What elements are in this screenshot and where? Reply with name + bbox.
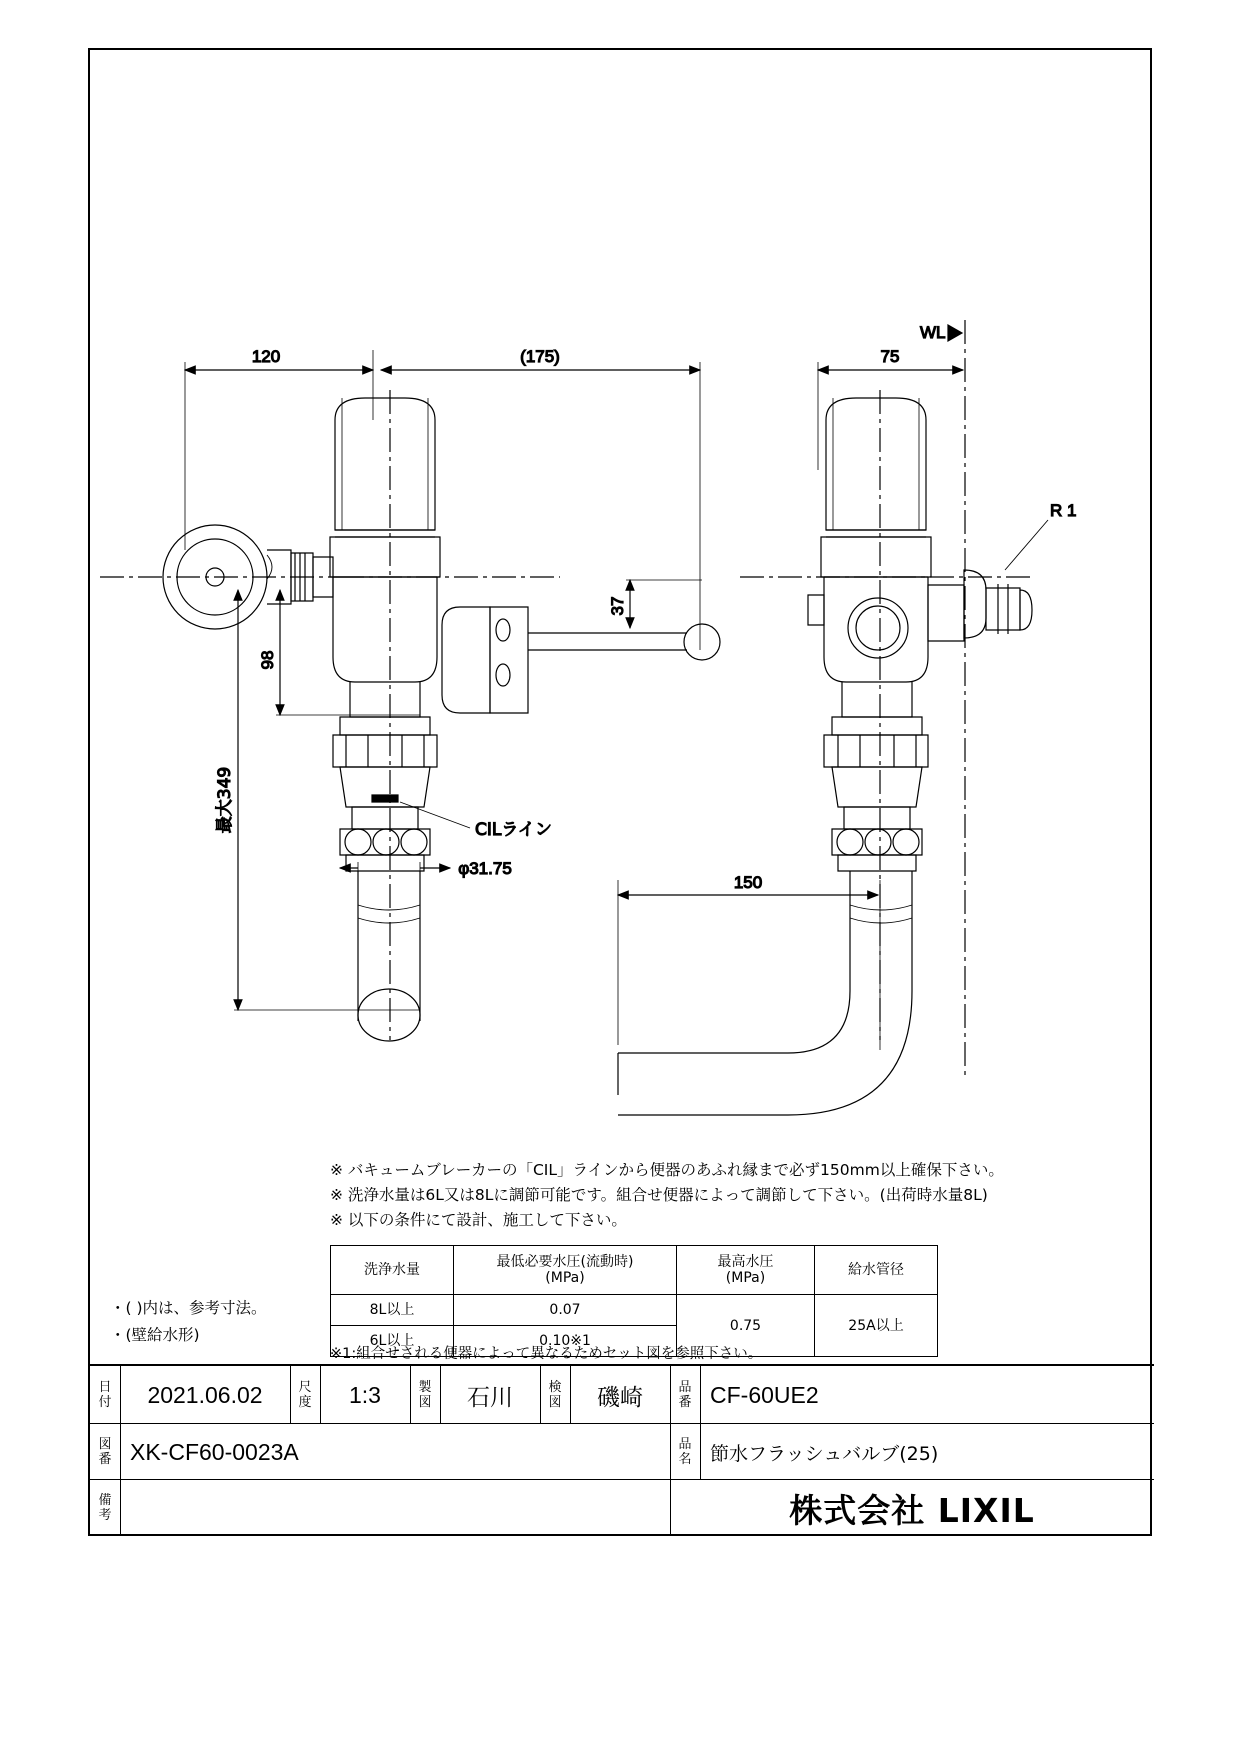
cell-pipe-dia: 25A以上 [815, 1295, 938, 1357]
note-line-3: ※ 以下の条件にて設計、施工して下さい。 [330, 1211, 627, 1229]
checked-label: 検 図 [548, 1380, 562, 1410]
dim-150: 150 [733, 873, 763, 892]
dim-37: 37 [608, 596, 627, 616]
drawing-sheet [88, 48, 1152, 1536]
dim-r1: R 1 [1050, 501, 1077, 520]
drawingno-label: 図 番 [98, 1437, 112, 1467]
header-flow: 洗浄水量 [331, 1246, 454, 1295]
table-row [331, 1295, 938, 1326]
scale-label: 尺 度 [298, 1380, 312, 1410]
checked-value: 磯崎 [597, 1383, 643, 1410]
wl-label: WL [920, 323, 946, 342]
date-label: 日 付 [98, 1380, 112, 1410]
left-note-1: ・( )内は、参考寸法。 [110, 1299, 267, 1317]
dim-98: 98 [258, 650, 277, 670]
partno-value: CF-60UE2 [710, 1381, 819, 1408]
partno-label: 品 番 [678, 1380, 692, 1410]
scale-value: 1:3 [349, 1381, 381, 1408]
partname-label: 品 名 [678, 1437, 692, 1467]
header-pipe-dia: 給水管径 [815, 1246, 938, 1295]
cell-flow-6l: 6L以上 [331, 1326, 454, 1357]
header-min-pressure [454, 1246, 677, 1295]
cell-minpressure-6l: 0.10※1 [454, 1326, 677, 1357]
cell-flow-8l: 8L以上 [331, 1295, 454, 1326]
table-footnote: ※1:組合せされる便器によって異なるためセット図を参照下さい。 [330, 1346, 763, 1362]
notes-block [330, 1158, 1004, 1233]
note-line-1: ※ バキュームブレーカーの「CIL」ラインから便器のあふれ縁まで必ず150mm以上確保下さい。 [330, 1161, 1004, 1179]
header-min-pressure-line1: 最低必要水圧(流動時) [496, 1254, 634, 1270]
remarks-label: 備 考 [98, 1493, 112, 1523]
dim-120: 120 [251, 347, 281, 366]
date-value: 2021.06.02 [147, 1381, 263, 1408]
header-max-pressure-line2: (MPa) [725, 1270, 766, 1286]
dim-175: (175) [520, 347, 560, 366]
drawn-value: 石川 [467, 1383, 513, 1410]
cell-maxpressure: 0.75 [677, 1295, 815, 1357]
partname-value: 節水フラッシュバルブ(25) [710, 1442, 939, 1465]
header-max-pressure-line1: 最高水圧 [717, 1254, 774, 1270]
spec-table-header-row [331, 1246, 938, 1295]
cil-label: CILライン [475, 820, 552, 840]
left-note-2: ・(壁給水形) [110, 1326, 200, 1344]
drawn-label: 製 図 [418, 1380, 432, 1410]
header-min-pressure-line2: (MPa) [545, 1270, 585, 1286]
title-block [90, 1364, 1154, 1534]
header-max-pressure [677, 1246, 815, 1295]
company-logo: 株式会社 LIXIL [789, 1490, 1035, 1530]
left-notes [110, 1295, 267, 1349]
spec-table [330, 1245, 938, 1357]
dim-75: 75 [880, 347, 900, 366]
dim-max349: 最大349 [215, 766, 235, 834]
note-line-2: ※ 洗浄水量は6L又は8Lに調節可能です。組合せ便器によって調節して下さい。(出荷時水量8L) [330, 1186, 988, 1204]
dim-phi3175: φ31.75 [458, 859, 512, 878]
cell-minpressure-8l: 0.07 [454, 1295, 677, 1326]
drawingno-value: XK-CF60-0023A [130, 1438, 299, 1465]
